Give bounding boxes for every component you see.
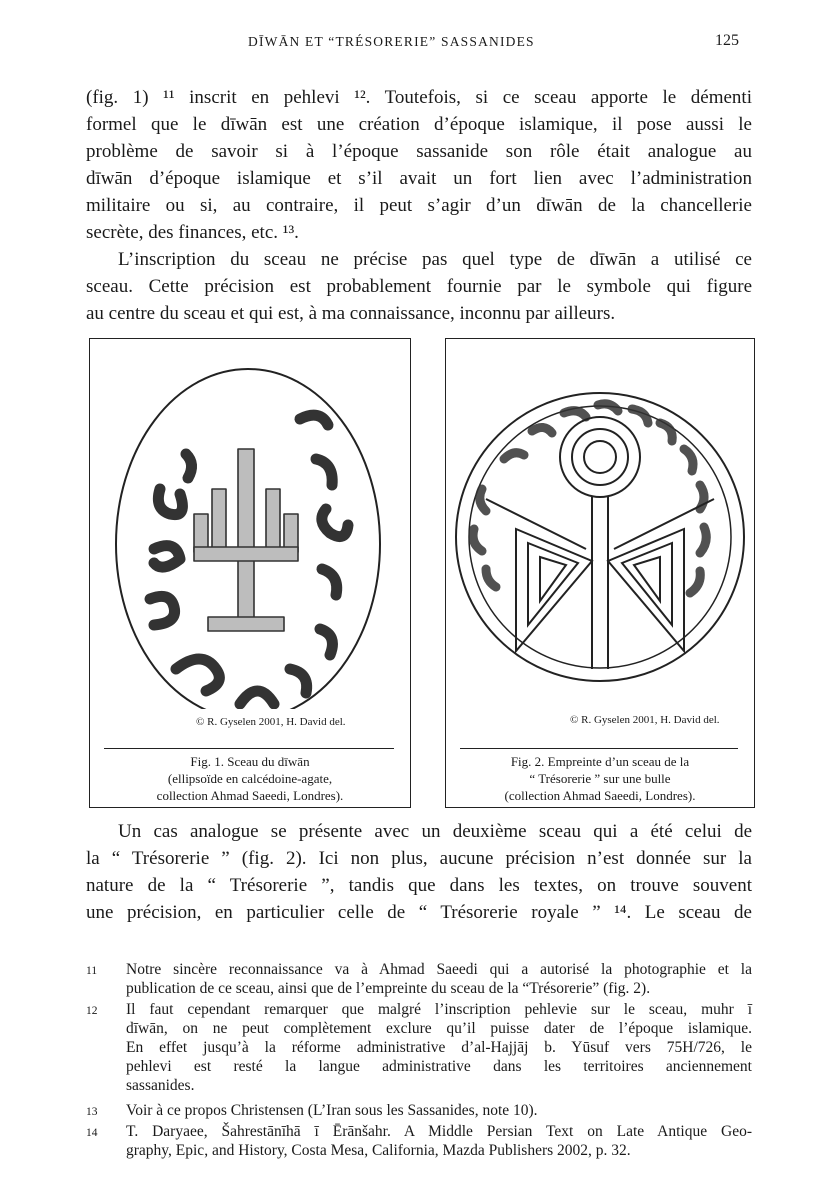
text-line: secrète, des finances, etc. ¹³. (86, 222, 299, 243)
seal-tresorerie-drawing (446, 339, 754, 709)
figure-caption (90, 753, 410, 804)
caption-line: (ellipsoïde en calcédoine-agate, (167, 771, 333, 786)
footnote-number: 12 (86, 1005, 98, 1017)
footnote-line: sassanides. (126, 1077, 195, 1094)
caption-line: Fig. 2. Empreinte d’un sceau de la (510, 754, 690, 769)
footnote-line: dīwān, on ne peut complètement exclure qu’il puisse dater de l’époque islamique. (126, 1020, 752, 1037)
caption-line: “ Trésorerie ” sur une bulle (529, 771, 671, 786)
paragraph-2 (86, 246, 752, 327)
text-line: (fig. 1) ¹¹ inscrit en pehlevi ¹². Toutefois, si ce sceau apporte le démenti (86, 87, 752, 108)
text-line: dīwān d’époque islamique et s’il avait un fort lien avec l’administration (86, 168, 752, 189)
footnote-text (126, 1000, 752, 1095)
footnote-line: Il faut cependant remarquer que malgré l’inscription pehlevie sur le sceau, muhr ī (126, 1001, 752, 1018)
footnote-number: 13 (86, 1106, 98, 1118)
page-number: 125 (715, 32, 739, 49)
footnote-text (126, 960, 752, 998)
running-head (0, 34, 818, 56)
figure-caption (446, 753, 754, 804)
figure-2 (445, 338, 755, 808)
text-line: formel que le dīwān est une création d’époque islamique, il pose aussi le (86, 114, 752, 135)
footnote-line: Notre sincère reconnaissance va à Ahmad Saeedi qui a autorisé la photographie et la (126, 961, 752, 978)
text-line: Un cas analogue se présente avec un deuxième sceau qui a été celui de (118, 821, 752, 842)
text-line: militaire ou si, au contraire, il peut s’agir d’un dīwān de la chancellerie (86, 195, 752, 216)
figure-credit: © R. Gyselen 2001, H. David del. (196, 716, 346, 728)
text-line: L’inscription du sceau ne précise pas quel type de dīwān a utilisé ce (118, 249, 752, 270)
seal-diwan-drawing (90, 339, 410, 709)
paragraph-3 (86, 818, 752, 926)
footnote-text (126, 1101, 752, 1120)
footnote-line: graphy, Epic, and History, Costa Mesa, California, Mazda Publishers 2002, p. 32. (126, 1142, 631, 1159)
caption-rule (460, 748, 738, 749)
figure-1 (89, 338, 411, 808)
caption-rule (104, 748, 394, 749)
footnote-number: 11 (86, 965, 98, 977)
text-line: nature de la “ Trésorerie ”, tandis que dans les textes, on trouve souvent (86, 875, 752, 896)
footnote-text (126, 1122, 752, 1160)
footnote-number: 14 (86, 1127, 98, 1139)
footnote-line: Voir à ce propos Christensen (L’Iran sous les Sassanides, note 10). (126, 1102, 538, 1119)
text-line: une précision, en particulier celle de “ Trésorerie royale ” ¹⁴. Le sceau de (86, 902, 752, 923)
running-title: DĪWĀN ET “TRÉSORERIE” SASSANIDES (248, 34, 535, 49)
paragraph-1 (86, 84, 752, 246)
text-line: la “ Trésorerie ” (fig. 2). Ici non plus, aucune précision n’est donnée sur la (86, 848, 752, 869)
text-line: sceau. Cette précision est probablement fournie par le symbole qui figure (86, 276, 752, 297)
footnote-line: pehlevi est resté la langue administrative dans les territoires anciennement (126, 1058, 752, 1075)
caption-line: collection Ahmad Saeedi, Londres). (156, 788, 344, 803)
caption-line: (collection Ahmad Saeedi, Londres). (504, 788, 696, 803)
text-line: problème de savoir si à l’époque sassanide son rôle était analogue au (86, 141, 752, 162)
footnote-line: En effet jusqu’à la réforme administrative d’al-Hajjāj b. Yūsuf vers 75H/726, le (126, 1039, 752, 1056)
footnote-line: publication de ce sceau, ainsi que de l’empreinte du sceau de la “Trésorerie” (fig. 2). (126, 980, 651, 997)
figure-credit: © R. Gyselen 2001, H. David del. (570, 714, 720, 726)
text-line: au centre du sceau et qui est, à ma connaissance, inconnu par ailleurs. (86, 303, 616, 324)
caption-line: Fig. 1. Sceau du dīwān (190, 754, 310, 769)
footnote-line: T. Daryaee, Šahrestānīhā ī Ērānšahr. A Middle Persian Text on Late Antique Geo- (126, 1123, 752, 1140)
